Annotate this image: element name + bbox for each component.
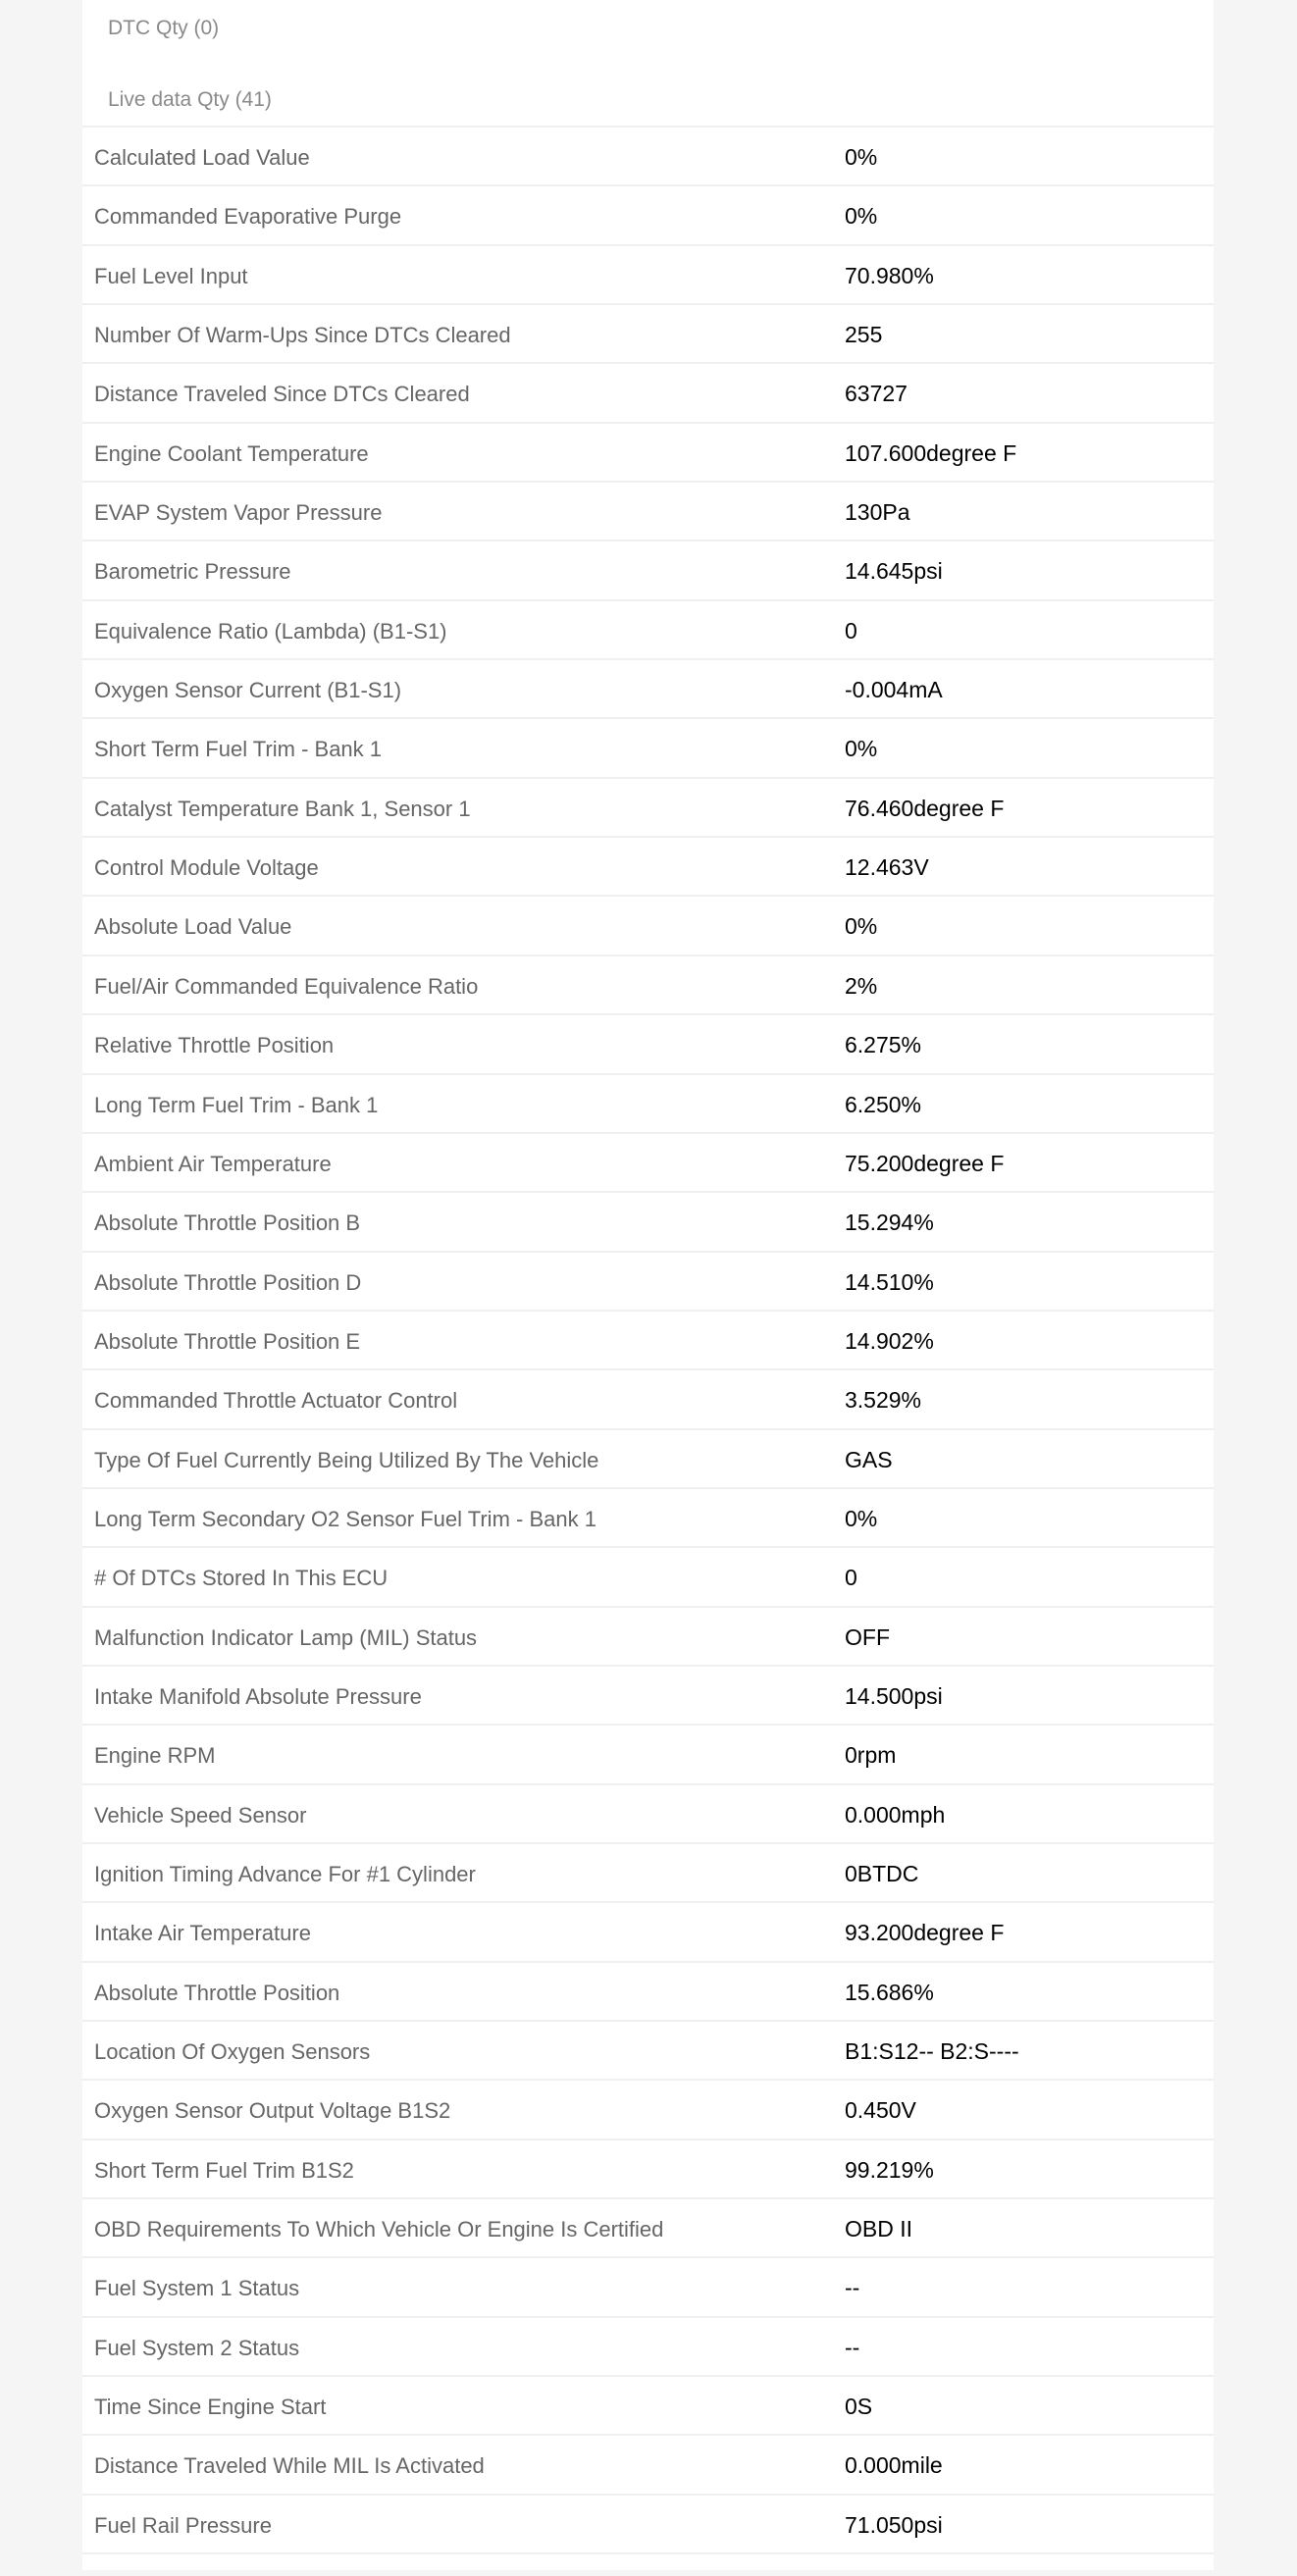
live-data-list (82, 126, 1214, 2554)
live-data-value: 99.219% (845, 2156, 934, 2183)
live-data-row (82, 483, 1214, 541)
report-card (82, 0, 1214, 2570)
live-data-row (82, 305, 1214, 364)
live-data-row (82, 364, 1214, 423)
live-data-value: GAS (845, 1446, 893, 1472)
live-data-label: Absolute Throttle Position B (94, 1211, 361, 1236)
live-data-label: Time Since Engine Start (94, 2395, 327, 2420)
live-data-value: OFF (845, 1623, 890, 1650)
live-data-row (82, 2377, 1214, 2436)
live-data-row (82, 897, 1214, 955)
live-data-label: Number Of Warm-Ups Since DTCs Cleared (94, 323, 511, 348)
live-data-row (82, 2081, 1214, 2139)
live-data-row (82, 541, 1214, 600)
live-data-label: Distance Traveled Since DTCs Cleared (94, 382, 470, 407)
live-data-label: Fuel System 1 Status (94, 2276, 300, 2301)
live-data-value: 14.510% (845, 1268, 934, 1295)
live-data-label: Engine RPM (94, 1743, 216, 1769)
live-data-label: Engine Coolant Temperature (94, 440, 369, 466)
live-data-row (82, 1667, 1214, 1726)
live-data-label: Short Term Fuel Trim B1S2 (94, 2157, 354, 2183)
live-data-label: Type Of Fuel Currently Being Utilized By The Vehicle (94, 1447, 599, 1472)
live-data-value: 14.902% (845, 1327, 934, 1354)
live-data-row (82, 660, 1214, 719)
live-data-label: Fuel System 2 Status (94, 2335, 300, 2360)
live-data-value: 70.980% (845, 262, 934, 288)
live-data-label: Control Module Voltage (94, 855, 319, 881)
live-data-row (82, 2496, 1214, 2554)
live-data-label: Location Of Oxygen Sensors (94, 2039, 371, 2064)
live-data-label: Commanded Evaporative Purge (94, 204, 402, 230)
live-data-label: Distance Traveled While MIL Is Activated (94, 2453, 485, 2479)
live-data-value: 71.050psi (845, 2511, 943, 2538)
live-data-value: -0.004mA (845, 677, 943, 703)
live-data-label: Short Term Fuel Trim - Bank 1 (94, 737, 383, 762)
live-data-value: 0% (845, 913, 878, 940)
live-data-row (82, 1430, 1214, 1489)
live-data-row (82, 2140, 1214, 2199)
dtc-qty-heading: DTC Qty (0) (108, 17, 220, 39)
live-data-row (82, 1548, 1214, 1607)
live-data-row (82, 601, 1214, 660)
live-data-row (82, 838, 1214, 897)
live-data-value: 63727 (845, 381, 908, 407)
live-data-label: # Of DTCs Stored In This ECU (94, 1566, 389, 1591)
live-data-value: 6.275% (845, 1032, 922, 1058)
live-data-value: 14.500psi (845, 1682, 943, 1709)
live-data-value: 15.294% (845, 1210, 934, 1236)
live-data-value: 0BTDC (845, 1860, 919, 1886)
live-data-label: Oxygen Sensor Current (B1-S1) (94, 678, 402, 703)
live-data-row (82, 2258, 1214, 2317)
live-data-label: Calculated Load Value (94, 145, 310, 170)
live-data-label: EVAP System Vapor Pressure (94, 500, 383, 526)
live-data-value: 255 (845, 322, 883, 348)
live-data-label: Malfunction Indicator Lamp (MIL) Status (94, 1624, 478, 1650)
live-data-row (82, 1193, 1214, 1252)
live-data-row (82, 1726, 1214, 1784)
live-data-value: 6.250% (845, 1091, 922, 1117)
live-data-row (82, 1489, 1214, 1548)
live-data-label: Ignition Timing Advance For #1 Cylinder (94, 1861, 476, 1886)
live-data-row (82, 719, 1214, 778)
live-data-row (82, 1903, 1214, 1962)
live-data-row (82, 424, 1214, 483)
live-data-value: 3.529% (845, 1387, 922, 1414)
live-data-value: 0% (845, 1505, 878, 1531)
live-data-row (82, 1785, 1214, 1844)
live-data-row (82, 2318, 1214, 2377)
live-data-value: 0% (845, 144, 878, 170)
live-data-value: 130Pa (845, 499, 910, 526)
live-data-row (82, 1963, 1214, 2022)
live-data-value: 0% (845, 736, 878, 762)
live-data-row (82, 1312, 1214, 1370)
live-data-label: Long Term Fuel Trim - Bank 1 (94, 1092, 379, 1117)
live-data-row (82, 246, 1214, 305)
live-data-value: OBD II (845, 2216, 913, 2242)
live-data-label: Absolute Throttle Position (94, 1980, 340, 2005)
live-data-row (82, 186, 1214, 245)
live-data-value: 2% (845, 972, 878, 999)
live-data-row (82, 2436, 1214, 2495)
live-data-label: OBD Requirements To Which Vehicle Or Engine Is Certified (94, 2217, 664, 2242)
live-data-value: 0.450V (845, 2097, 916, 2124)
live-data-label: Relative Throttle Position (94, 1033, 335, 1058)
live-data-value: 107.600degree F (845, 439, 1017, 466)
live-data-row (82, 1253, 1214, 1312)
live-data-value: B1:S12-- B2:S---- (845, 2038, 1019, 2064)
live-data-row (82, 1844, 1214, 1903)
live-data-label: Fuel Level Input (94, 263, 248, 288)
live-data-value: 0 (845, 617, 857, 644)
live-data-value: 0S (845, 2394, 873, 2420)
live-data-row (82, 956, 1214, 1015)
live-data-row (82, 1015, 1214, 1074)
live-data-value: 15.686% (845, 1979, 934, 2005)
live-data-row (82, 1370, 1214, 1429)
live-data-value: 12.463V (845, 854, 929, 881)
live-data-qty-heading: Live data Qty (41) (108, 88, 272, 111)
live-data-value: -- (845, 2334, 860, 2360)
live-data-label: Oxygen Sensor Output Voltage B1S2 (94, 2098, 451, 2124)
live-data-value: 93.200degree F (845, 1920, 1005, 1946)
live-data-label: Absolute Load Value (94, 914, 292, 940)
live-data-label: Fuel/Air Commanded Equivalence Ratio (94, 973, 479, 999)
live-data-label: Equivalence Ratio (Lambda) (B1-S1) (94, 618, 447, 644)
live-data-value: 0.000mph (845, 1801, 946, 1828)
live-data-row (82, 2022, 1214, 2081)
live-data-label: Absolute Throttle Position D (94, 1269, 362, 1295)
live-data-label: Intake Manifold Absolute Pressure (94, 1683, 422, 1709)
live-data-value: 0.000mile (845, 2452, 943, 2479)
live-data-row (82, 2199, 1214, 2258)
live-data-label: Vehicle Speed Sensor (94, 1802, 307, 1828)
live-data-value: 75.200degree F (845, 1150, 1005, 1176)
live-data-row (82, 128, 1214, 186)
live-data-label: Ambient Air Temperature (94, 1151, 332, 1176)
live-data-row (82, 1608, 1214, 1667)
live-data-row (82, 1134, 1214, 1193)
live-data-value: 0% (845, 203, 878, 230)
live-data-label: Commanded Throttle Actuator Control (94, 1388, 458, 1414)
live-data-value: 0 (845, 1565, 857, 1591)
live-data-label: Absolute Throttle Position E (94, 1328, 361, 1354)
live-data-label: Barometric Pressure (94, 559, 291, 585)
live-data-label: Fuel Rail Pressure (94, 2512, 272, 2538)
live-data-label: Catalyst Temperature Bank 1, Sensor 1 (94, 796, 471, 821)
live-data-value: 0rpm (845, 1742, 897, 1769)
live-data-value: -- (845, 2275, 860, 2301)
live-data-label: Intake Air Temperature (94, 1921, 311, 1946)
live-data-row (82, 779, 1214, 838)
live-data-label: Long Term Secondary O2 Sensor Fuel Trim - Bank 1 (94, 1506, 597, 1531)
live-data-value: 76.460degree F (845, 795, 1005, 821)
live-data-row (82, 1075, 1214, 1134)
live-data-value: 14.645psi (845, 558, 943, 585)
